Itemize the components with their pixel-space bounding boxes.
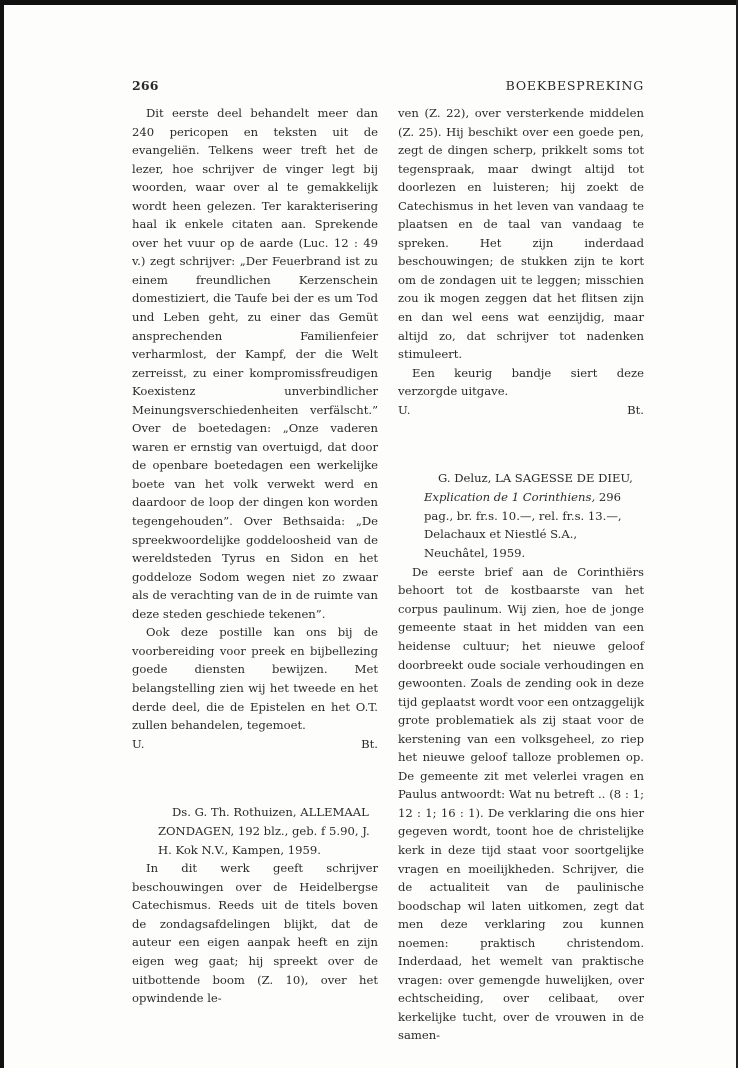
review2-paragraph-2: Een keurig bandje siert deze verzorgde uitgave. — [398, 365, 644, 399]
right-column — [398, 104, 644, 1045]
signature-initial-left: U. — [132, 736, 145, 751]
review3-citation-tail: 296 pag., br. fr.s. 10.—, rel. fr.s. 13.—, Delachaux et Niestlé S.A., Neuchâtel, 1959. — [424, 490, 622, 561]
left-column — [132, 104, 378, 1008]
review2-signature — [398, 401, 644, 420]
review1-signature — [132, 735, 378, 754]
review3-citation — [398, 469, 644, 563]
signature-initial-right: Bt. — [627, 402, 644, 417]
review3-paragraph: De eerste brief aan de Corinthiërs behoort tot de kostbaarste van het corpus paulinum. Wij zien, hoe de jonge gemeente staat in het midden van een heidense cultuur; het nieuwe geloof doorbreekt oude sociale verhoudingen en gewoonten. Zoals de zending ook in deze tijd geplaatst wordt voor een ontzaggelijk grote problematiek als zij staat voor de kerstening van een volksgeheel, zo riep het nieuwe geloof talloze problemen op. De gemeente zit met velerlei vragen en Paulus antwoordt: Wat nu betreft .. (8 : 1; 12 : 1; 16 : 1). De verklaring die ons hier gegeven wordt, toont hoe de christelijke kerk in deze tijd staat voor soortgelijke vragen en moeilijkheden. Schrijver, die de actualiteit van de paulinische boodschap wil laten uitkomen, zegt dat men deze verklaring zou kunnen noemen: praktisch christendom. Inderdaad, het wemelt van praktische vragen: over gemengde huwelijken, over echtscheiding, over celibaat, over kerkelijke tucht, over de vrouwen in de samen- — [398, 564, 644, 1043]
page-number: 266 — [132, 78, 159, 93]
scan-border-left — [0, 0, 4, 1068]
running-title: BOEKBESPREKING — [505, 78, 644, 93]
page-header — [132, 78, 644, 94]
signature-initial-right: Bt. — [361, 736, 378, 751]
review2-paragraph-start: In dit werk geeft schrijver beschouwingen over de Heidelbergse Catechismus. Reeds uit de titels boven de zondagsafdelingen blijkt, dat de auteur een eigen aanpak heeft en zijn eigen weg gaat; hij spreekt over de uitbottende boom (Z. 10), over het opwindende le- — [132, 861, 378, 1006]
review3-citation-italic: Explication de 1 Corinthiens, — [424, 490, 596, 504]
spacer — [132, 753, 378, 803]
review2-citation: Ds. G. Th. Rothuizen, ALLEMAAL ZONDAGEN, 192 blz., geb. f 5.90, J. H. Kok N.V., Kampen, 1959. — [158, 805, 370, 857]
review1-paragraph-1: Dit eerste deel behandelt meer dan 240 pericopen en teksten uit de evangeliën. Telkens weer treft het de lezer, hoe schrijver de vinger legt bij woorden, waar over al te gemakkelijk wordt heen gelezen. Ter karakterisering haal ik enkele citaten aan. Sprekende over het vuur op de aarde (Luc. 12 : 49 v.) zegt schrijver: „Der Feuerbrand ist zu einem freundlichen Kerzenschein domestiziert, die Taufe bei der es um Tod und Leben geht, zu einer das Gemüt ansprechenden Familienfeier verharmlost, der Kampf, der die Welt zerreisst, zu einer kompromissfreudigen Koexistenz unverbindlicher Meinungsverschiedenheiten verfälscht.” Over de boetedagen: „Onze vaderen waren er ernstig van overtuigd, dat door de openbare boetedagen een werkelijke boete van het volk verwekt werd en daardoor de loop der dingen kon worden tegengehouden”. Over Bethsaida: „De spreekwoordelijke goddeloosheid van de wereldsteden Tyrus en Sidon en het goddeloze Sodom wegen niet zo zwaar als de verachting van de in de ruimte van deze steden geschiede tekenen”. — [132, 106, 378, 621]
signature-initial-left: U. — [398, 402, 411, 417]
review2-paragraph-end: ven (Z. 22), over versterkende middelen (Z. 25). Hij beschikt over een goede pen, zegt de dingen scherp, prikkelt soms tot tegenspraak, maar dwingt altijd tot doorlezen en luisteren; hij zoekt de Catechismus in het leven van vandaag te plaatsen en de taal van vandaag te spreken. Het zijn inderdaad beschouwingen; de stukken zijn te kort om de zondagen uit te leggen; misschien zou ik mogen zeggen dat het flitsen zijn en dan wel eens wat eenzijdig, maar altijd zo, dat schrijver tot nadenken stimuleert. — [398, 106, 644, 362]
review3-citation-lead: G. Deluz, LA SAGESSE DE DIEU, — [438, 471, 633, 486]
review1-paragraph-2: Ook deze postille kan ons bij de voorbereiding voor preek en bijbellezing goede diensten bewijzen. Met belangstelling zien wij het tweede en het derde deel, die de Epistelen en het O.T. zullen behandelen, tegemoet. — [132, 625, 378, 733]
spacer — [398, 419, 644, 469]
scan-border-top — [0, 0, 738, 5]
